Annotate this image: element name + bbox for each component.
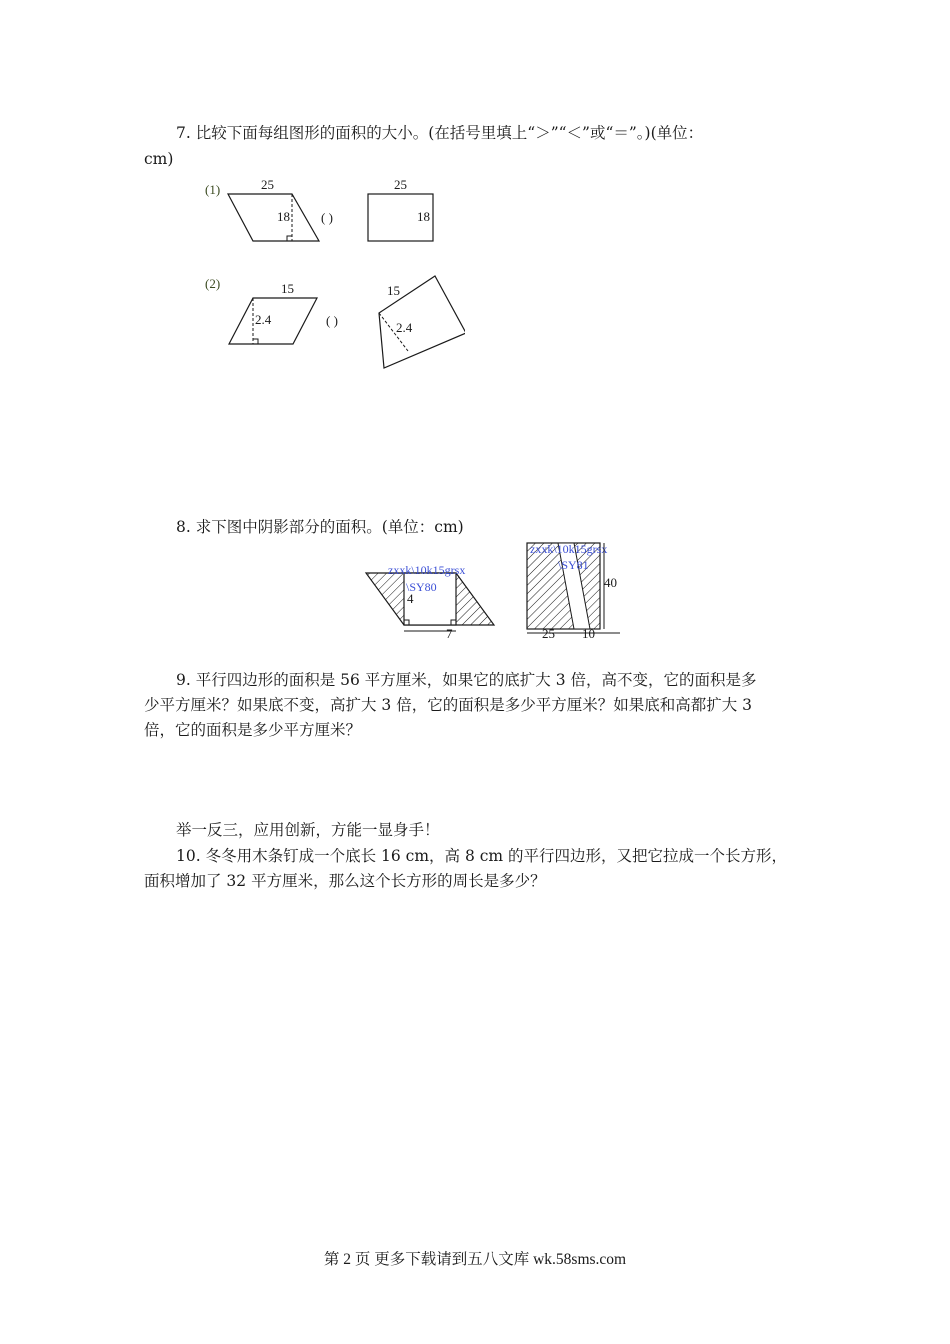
q7-text-line1: 7. 比较下面每组图形的面积的大小。(在括号里填上“＞”“＜”或“＝”。)(单位：: [176, 124, 704, 142]
q7-para2-base: 15: [281, 281, 294, 296]
q8-fig2-left-width-label: 25: [542, 626, 555, 640]
q9-text-line1: 9. 平行四边形的面积是 56 平方厘米，如果它的底扩大 3 倍，高不变，它的面积是多: [176, 671, 757, 689]
q9-text-line2: 少平方厘米？如果底不变，高扩大 3 倍，它的面积是多少平方厘米？如果底和高都扩大 3: [144, 696, 753, 714]
section-heading: 举一反三，应用创新，方能一显身手！: [176, 821, 440, 839]
q7-right-angle-1: [287, 236, 292, 241]
q8-fig2-height-label: 40: [604, 575, 617, 590]
q7-parallelogram-1: [228, 194, 319, 241]
q7-para1-height: 18: [277, 209, 290, 224]
q9-text-line3: 倍，它的面积是多少平方厘米？: [144, 721, 362, 739]
q8-fig1-height-label: 4: [407, 591, 414, 606]
page-footer: 第 2 页 更多下载请到五八文库 wk.58sms.com: [323, 1251, 627, 1268]
q8-figures: [360, 540, 630, 640]
q7-para3-height: 2.4: [396, 320, 413, 335]
q7-part2-paren: ( ): [326, 313, 338, 328]
q8-fig2-right-width-label: 10: [582, 626, 595, 640]
q8-fig1-watermark-2: \SY80: [406, 580, 437, 594]
q7-rect-width: 25: [394, 177, 407, 192]
q7-rect-height: 18: [417, 209, 430, 224]
q7-para3-side: 15: [387, 283, 400, 298]
q8-fig2-watermark-1: zxxk\10k15grsx: [530, 542, 608, 556]
q7-part1-paren: ( ): [321, 210, 333, 225]
q7-para2-height: 2.4: [255, 312, 272, 327]
q10-text-line1: 10. 冬冬用木条钉成一个底长 16 cm，高 8 cm 的平行四边形，又把它拉成一个长方形，: [176, 847, 788, 865]
q7-part1-label: (1): [205, 182, 221, 197]
q8-text-line1: 8. 求下图中阴影部分的面积。(单位：cm): [176, 518, 464, 536]
q7-para1-base: 25: [261, 177, 274, 192]
q8-fig1-base-label: 7: [446, 626, 453, 640]
q7-parallelogram-2: [229, 298, 317, 344]
q7-part2-label: (2): [205, 276, 221, 291]
q8-fig2-watermark-2: \SY81: [558, 558, 589, 572]
q7-right-angle-2: [253, 339, 258, 344]
q10-text-line2: 面积增加了 32 平方厘米，那么这个长方形的周长是多少？: [144, 872, 546, 890]
q7-text-line2: cm): [144, 150, 174, 168]
q8-fig1-watermark-1: zxxk\10k15grsx: [388, 563, 466, 577]
q7-figures: [195, 170, 465, 375]
